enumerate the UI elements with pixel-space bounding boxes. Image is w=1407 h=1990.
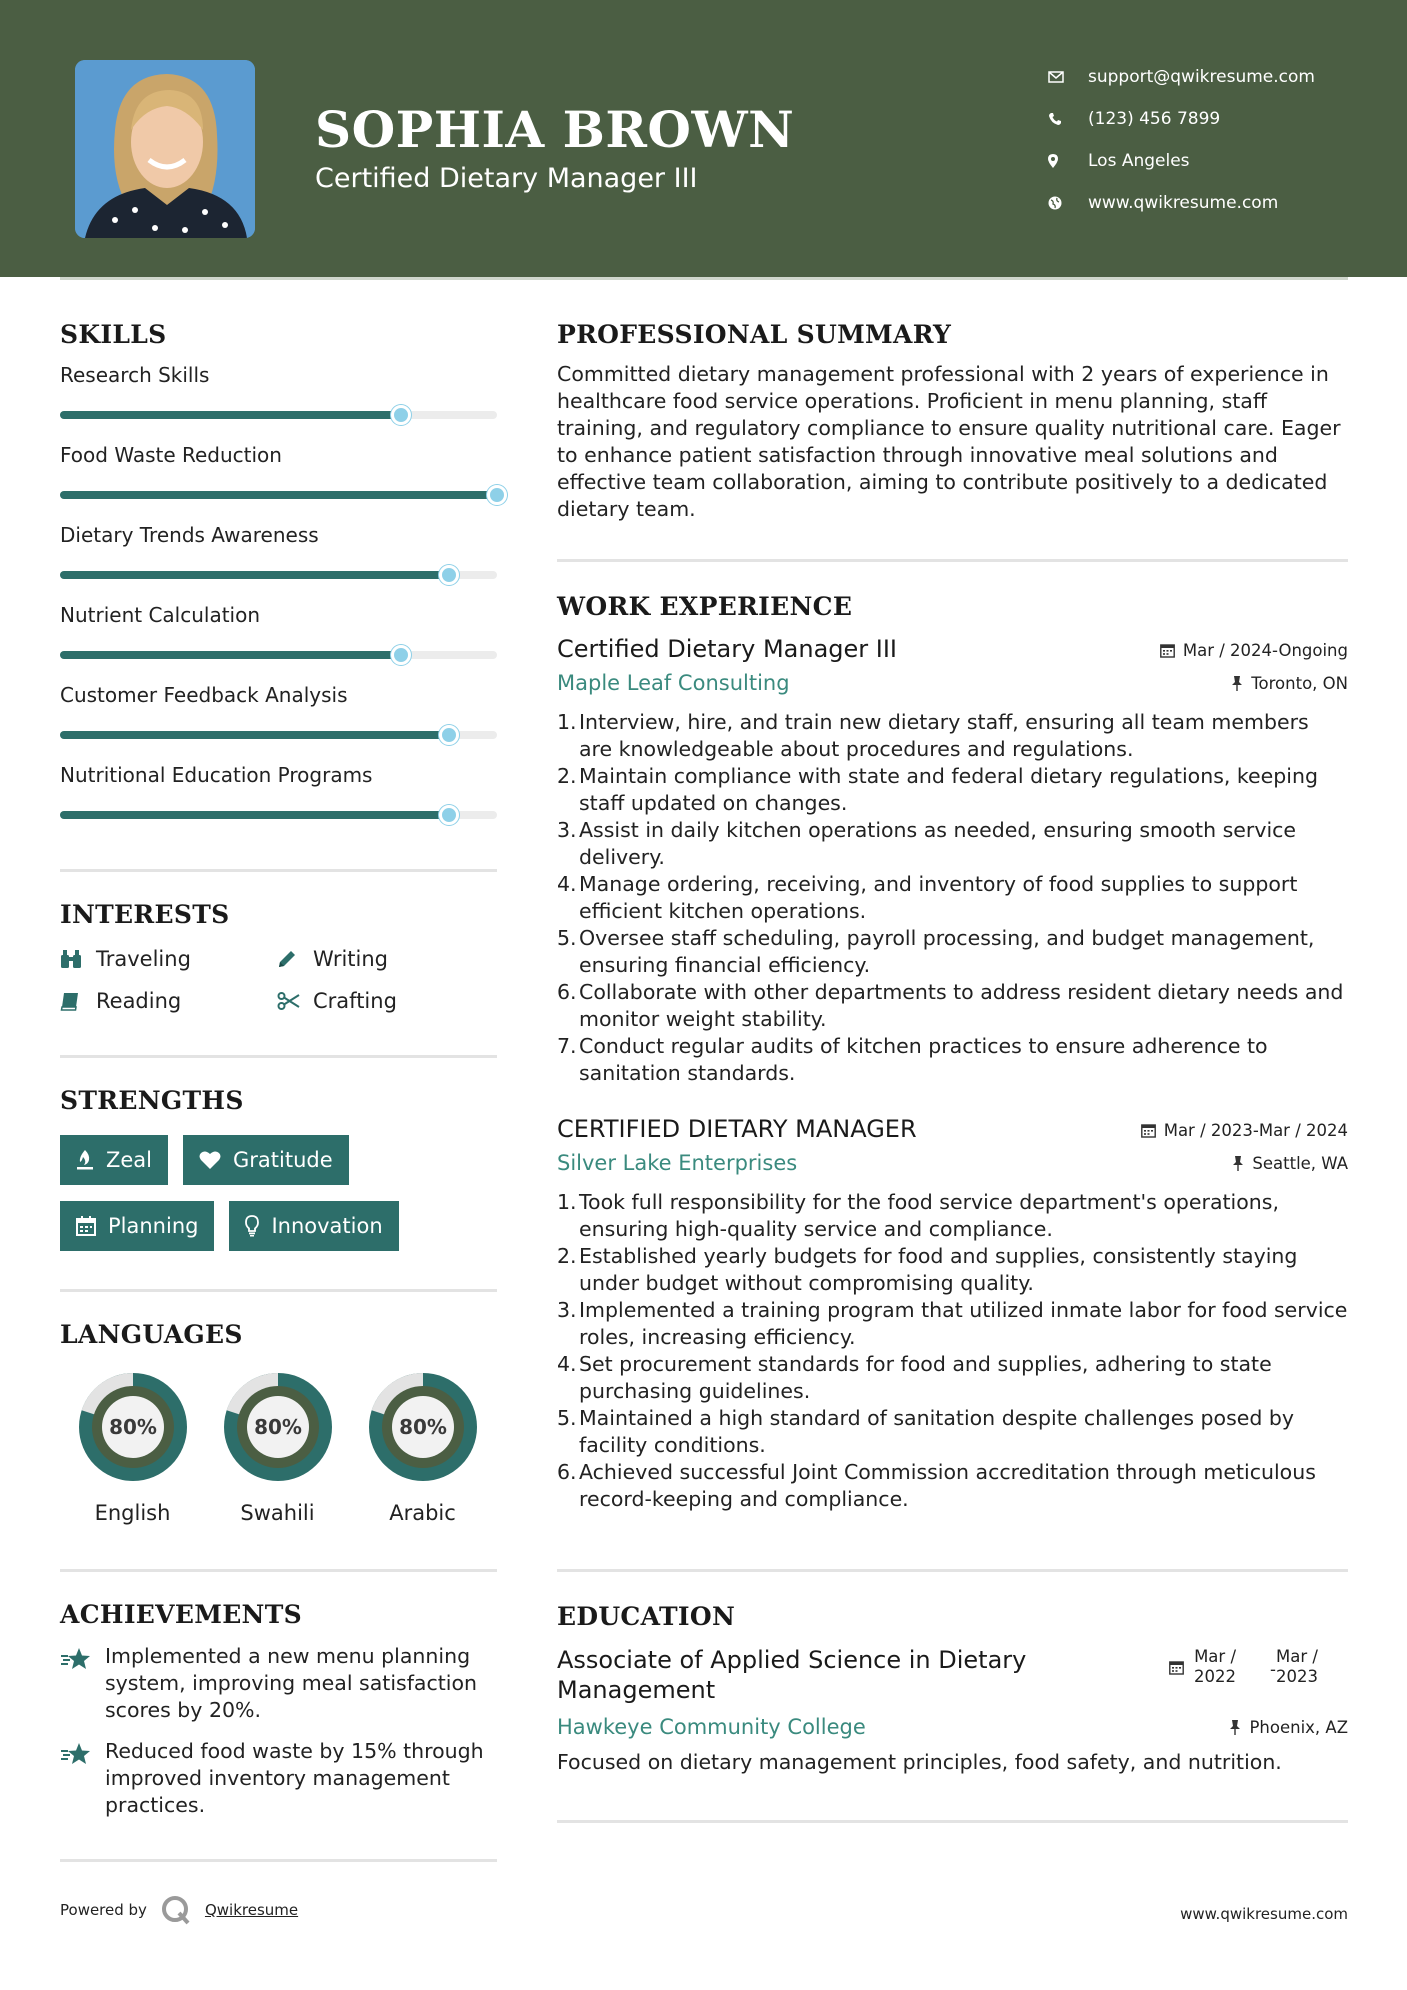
strength-label: Gratitude (233, 1148, 333, 1172)
skill-bar-knob (439, 805, 459, 825)
header-divider (60, 277, 1348, 280)
skill-bar (60, 651, 497, 659)
languages-section (60, 1320, 497, 1525)
strengths-list (60, 1135, 497, 1251)
skill-bar (60, 811, 497, 819)
powered-by-text: Powered by (60, 1901, 147, 1919)
left-column (60, 320, 497, 1862)
summary-text: Committed dietary management professional with 2 years of experience in healthcare food service operations. Proficient in menu planning, staff training, and regulatory compliance to ensure quality nutritional care. Eager to enhance patient satisfaction through innovative meal solutions and effective team collaboration, aiming to contribute positively to a dedicated dietary team. (557, 362, 1341, 521)
strength-label: Planning (108, 1214, 199, 1238)
achievement-text: Implemented a new menu planning system, improving meal satisfaction scores by 20%. (105, 1644, 478, 1722)
skill-item (60, 363, 497, 419)
bullet-text: Manage ordering, receiving, and inventory of food supplies to support efficient kitchen operations. (579, 872, 1298, 923)
end-year: 2023 (1276, 1667, 1318, 1686)
language-percent: 80% (253, 1415, 302, 1439)
degree-line: Associate of Applied Science in Dietary (557, 1646, 1027, 1674)
footer-powered (60, 1895, 298, 1925)
location-pin-icon (1048, 154, 1088, 168)
job-location (1231, 674, 1348, 693)
interest-item (277, 947, 497, 971)
skills-title: SKILLS (60, 320, 167, 349)
star-icon (60, 1643, 105, 1724)
job-bullet (557, 979, 1348, 1033)
skill-bar-fill (60, 411, 401, 419)
pushpin-icon (1231, 676, 1243, 691)
contact-location (1048, 140, 1368, 182)
skill-bar-fill (60, 571, 449, 579)
header (0, 0, 1407, 277)
education-location-text: Phoenix, AZ (1249, 1717, 1348, 1737)
calendar-icon (76, 1216, 96, 1236)
skill-label: Nutritional Education Programs (60, 763, 373, 787)
achievement-item (60, 1643, 497, 1724)
job-bullet (557, 1297, 1348, 1351)
education-range-dash: - (1270, 1660, 1276, 1679)
contact-website-text[interactable]: www.qwikresume.com (1088, 193, 1279, 213)
language-item (60, 1367, 205, 1525)
education-description: Focused on dietary management principles, food safety, and nutrition. (557, 1750, 1282, 1774)
skill-bar-fill (60, 651, 401, 659)
interests-title: INTERESTS (60, 900, 230, 929)
skill-bar (60, 411, 497, 419)
skill-bar-fill (60, 811, 449, 819)
job-location (1232, 1154, 1348, 1173)
skills-list (60, 363, 497, 819)
summary-section (557, 320, 1348, 523)
binoculars-icon (60, 949, 96, 969)
language-item (205, 1367, 350, 1525)
strength-label: Zeal (106, 1148, 153, 1172)
interest-item (60, 947, 277, 971)
calendar-icon (1141, 1123, 1156, 1138)
skill-item (60, 523, 497, 579)
interest-label: Reading (96, 989, 182, 1013)
strength-tag (60, 1135, 168, 1185)
bullet-number: 3. (557, 818, 577, 842)
education-location (1229, 1718, 1348, 1737)
bullet-text: Interview, hire, and train new dietary staff, ensuring all team members are knowledgeable about procedures and regulations. (579, 710, 1309, 761)
experience-section (557, 592, 1348, 1513)
job-date-text: Mar / 2024-Ongoing (1182, 641, 1348, 660)
divider (60, 869, 497, 872)
start-month: Mar / (1194, 1647, 1236, 1666)
divider (60, 1859, 497, 1862)
education-end (1276, 1647, 1318, 1687)
contact-phone-text[interactable]: (123) 456 7899 (1088, 109, 1221, 129)
language-ring (363, 1367, 483, 1487)
interests-section (60, 900, 497, 1013)
contact-website[interactable] (1048, 182, 1368, 224)
bullet-text: Took full responsibility for the food service department's operations, ensuring high-quality service and compliance. (579, 1190, 1279, 1241)
language-ring (73, 1367, 193, 1487)
bullet-text: Oversee staff scheduling, payroll processing, and budget management, ensuring financial efficiency. (579, 926, 1315, 977)
globe-icon (1048, 196, 1088, 210)
lightbulb-icon (245, 1215, 259, 1237)
interests-list (60, 947, 497, 1013)
bullet-text: Established yearly budgets for food and supplies, consistently staying under budget without compromising quality. (579, 1244, 1298, 1295)
bullet-number: 3. (557, 1298, 577, 1322)
contact-email[interactable] (1048, 56, 1368, 98)
achievement-item (60, 1738, 497, 1819)
education-title: EDUCATION (557, 1602, 736, 1631)
qwikresume-logo-icon (161, 1895, 191, 1925)
language-percent: 80% (398, 1415, 447, 1439)
strength-label: Innovation (271, 1214, 383, 1238)
degree-line: Management (557, 1676, 716, 1704)
pushpin-icon (1229, 1720, 1241, 1735)
job-bullet (557, 1351, 1348, 1405)
skill-item (60, 603, 497, 659)
skill-item (60, 763, 497, 819)
skill-bar (60, 571, 497, 579)
summary-title: PROFESSIONAL SUMMARY (557, 320, 952, 349)
pushpin-icon (1232, 1156, 1244, 1171)
job-date (1141, 1121, 1348, 1140)
contact-info (1048, 56, 1368, 224)
contact-email-text[interactable]: support@qwikresume.com (1088, 67, 1315, 87)
calendar-icon (1160, 643, 1175, 658)
company-name: Silver Lake Enterprises (557, 1151, 798, 1175)
bullet-number: 4. (557, 872, 577, 896)
bullet-number: 5. (557, 1406, 577, 1430)
skill-item (60, 443, 497, 499)
strength-tag (229, 1201, 398, 1251)
job-bullet (557, 1243, 1348, 1297)
interest-label: Traveling (96, 947, 191, 971)
divider (60, 1569, 497, 1572)
divider (60, 1055, 497, 1058)
contact-location-text: Los Angeles (1088, 151, 1190, 171)
contact-phone[interactable] (1048, 98, 1368, 140)
language-percent: 80% (108, 1415, 157, 1439)
brand-link[interactable]: Qwikresume (204, 1901, 299, 1919)
bullet-text: Maintained a high standard of sanitation despite challenges posed by facility conditions. (579, 1406, 1295, 1457)
divider (557, 559, 1348, 562)
skill-bar (60, 731, 497, 739)
end-month: Mar / (1276, 1647, 1318, 1666)
right-column (557, 320, 1348, 1823)
language-ring (218, 1367, 338, 1487)
achievements-section (60, 1600, 497, 1819)
skill-bar-knob (487, 485, 507, 505)
education-date (1169, 1647, 1318, 1687)
strength-tag (60, 1201, 214, 1251)
job-bullet (557, 1189, 1348, 1243)
interest-item (60, 989, 277, 1013)
job-date (1160, 641, 1348, 660)
interest-item (277, 989, 497, 1013)
skill-label: Customer Feedback Analysis (60, 683, 348, 707)
skill-bar-knob (439, 565, 459, 585)
skills-section (60, 320, 497, 819)
skill-label: Dietary Trends Awareness (60, 523, 319, 547)
school-name: Hawkeye Community College (557, 1715, 866, 1739)
job-bullet (557, 1459, 1348, 1513)
bullet-text: Assist in daily kitchen operations as needed, ensuring smooth service delivery. (579, 818, 1297, 869)
divider (557, 1569, 1348, 1572)
education-start (1194, 1647, 1236, 1687)
job-bullets (557, 1189, 1348, 1513)
envelope-icon (1048, 71, 1088, 83)
skill-bar-knob (391, 405, 411, 425)
book-icon (60, 991, 96, 1011)
skill-bar (60, 491, 497, 499)
fire-icon (76, 1149, 94, 1171)
bullet-number: 2. (557, 1244, 577, 1268)
bullet-number: 1. (557, 710, 577, 734)
bullet-text: Implemented a training program that utilized inmate labor for food service roles, increasing efficiency. (579, 1298, 1348, 1349)
languages-list (60, 1367, 497, 1525)
company-name: Maple Leaf Consulting (557, 671, 790, 695)
bullet-number: 5. (557, 926, 577, 950)
bullet-number: 6. (557, 980, 577, 1004)
language-label: Swahili (240, 1501, 315, 1525)
interest-label: Writing (313, 947, 388, 971)
pencil-icon (277, 949, 313, 969)
skill-item (60, 683, 497, 739)
language-label: English (94, 1501, 171, 1525)
language-item (350, 1367, 495, 1525)
divider (557, 1820, 1348, 1823)
strengths-title: STRENGTHS (60, 1086, 244, 1115)
scissors-icon (277, 992, 313, 1010)
job-location-text: Toronto, ON (1251, 673, 1348, 693)
bullet-text: Conduct regular audits of kitchen practices to ensure adherence to sanitation standards. (579, 1034, 1268, 1085)
footer-website[interactable]: www.qwikresume.com (1180, 1905, 1348, 1923)
candidate-name: SOPHIA BROWN (315, 100, 795, 159)
languages-title: LANGUAGES (60, 1320, 243, 1349)
bullet-text: Set procurement standards for food and supplies, adhering to state purchasing guidelines. (579, 1352, 1272, 1403)
job-bullet (557, 1033, 1348, 1087)
heart-icon (199, 1150, 221, 1170)
bullet-number: 6. (557, 1460, 577, 1484)
bullet-text: Maintain compliance with state and federal dietary regulations, keeping staff updated on changes. (579, 764, 1318, 815)
language-label: Arabic (389, 1501, 456, 1525)
start-year: 2022 (1194, 1667, 1237, 1686)
phone-icon (1048, 112, 1088, 126)
star-icon (60, 1738, 105, 1819)
skill-bar-knob (391, 645, 411, 665)
job-bullet (557, 1405, 1348, 1459)
job-entry (557, 1115, 1348, 1513)
skill-label: Food Waste Reduction (60, 443, 282, 467)
skill-bar-fill (60, 731, 449, 739)
job-bullets (557, 709, 1348, 1087)
strength-tag (183, 1135, 349, 1185)
job-date-text: Mar / 2023-Mar / 2024 (1163, 1121, 1348, 1140)
candidate-role: Certified Dietary Manager III (315, 163, 698, 194)
bullet-number: 7. (557, 1034, 577, 1058)
profile-photo (75, 60, 255, 238)
job-title: Certified Dietary Manager III (557, 635, 898, 663)
bullet-number: 2. (557, 764, 577, 788)
job-location-text: Seattle, WA (1252, 1153, 1348, 1173)
interest-label: Crafting (313, 989, 397, 1013)
job-bullet (557, 817, 1348, 871)
education-section (557, 1602, 1348, 1776)
achievement-text: Reduced food waste by 15% through improved inventory management practices. (105, 1739, 484, 1817)
strengths-section (60, 1086, 497, 1251)
experience-title: WORK EXPERIENCE (557, 592, 853, 621)
job-entry (557, 635, 1348, 1087)
job-bullet (557, 871, 1348, 925)
divider (60, 1289, 497, 1292)
skill-label: Nutrient Calculation (60, 603, 261, 627)
achievements-title: ACHIEVEMENTS (60, 1600, 302, 1629)
skill-bar-knob (439, 725, 459, 745)
job-bullet (557, 763, 1348, 817)
skill-bar-fill (60, 491, 497, 499)
degree-title (557, 1645, 1026, 1705)
bullet-number: 1. (557, 1190, 577, 1214)
bullet-number: 4. (557, 1352, 577, 1376)
bullet-text: Collaborate with other departments to address resident dietary needs and monitor weight stability. (579, 980, 1344, 1031)
calendar-icon (1169, 1660, 1184, 1675)
bullet-text: Achieved successful Joint Commission accreditation through meticulous record-keeping and compliance. (579, 1460, 1316, 1511)
job-title: CERTIFIED DIETARY MANAGER (557, 1115, 917, 1143)
skill-label: Research Skills (60, 363, 210, 387)
job-bullet (557, 925, 1348, 979)
job-bullet (557, 709, 1348, 763)
